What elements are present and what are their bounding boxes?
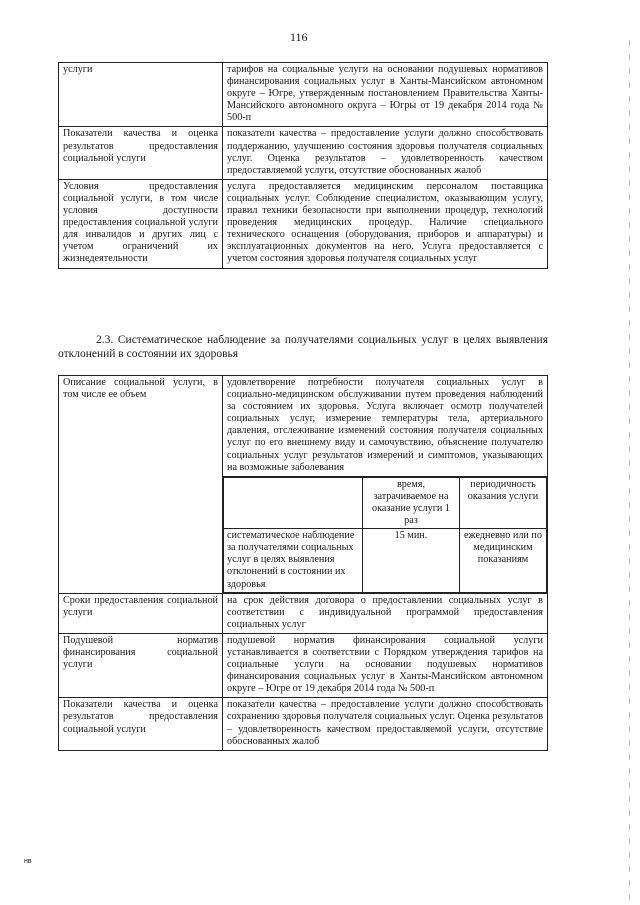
footer-mark: нв	[24, 858, 32, 865]
section-heading: 2.3. Систематическое наблюдение за получателями социальных услуг в целях выявления отклонений в состоянии их здоровья	[58, 334, 548, 360]
table-row	[59, 593, 548, 633]
table-row	[59, 376, 548, 477]
table-row	[59, 698, 548, 750]
inner-header-time: время, затрачиваемое на оказание услуги 1 раз	[363, 477, 460, 528]
row-label: Сроки предоставления социальной услуги	[59, 593, 223, 633]
page-number: 116	[290, 30, 308, 44]
row-label: Подушевой норматив финансирования социальной услуги	[59, 633, 223, 697]
inner-header-row	[224, 477, 547, 528]
row-value: на срок действия договора о предоставлении социальных услуг в соответствии с индивидуальной программой предоставления социальных услуг	[223, 593, 548, 633]
row-label: услуги	[59, 63, 223, 127]
service-volume-table	[223, 477, 547, 593]
row-label: Показатели качества и оценка результатов предоставления социальной услуги	[59, 698, 223, 750]
table-row	[59, 179, 548, 268]
table-row	[59, 633, 548, 697]
row-label: Описание социальной услуги, в том числе ее объем	[59, 376, 223, 594]
inner-service-time: 15 мин.	[363, 529, 460, 592]
row-value: подушевой норматив финансирования социальной услуги устанавливается в соответствии с Порядком утверждения тарифов на социальные услуги на основании подушевых нормативов финансирования социальных услуг в Ханты-Мансийском автономном округе – Югре от 19 декабря 2014 года № 500-п	[223, 633, 548, 697]
service-table-2-3	[58, 375, 548, 751]
inner-service-period: ежедневно или по медицинским показаниям	[460, 529, 547, 592]
inner-header-period: периодичность оказания услуги	[460, 477, 547, 528]
row-value: показатели качества – предоставление услуги должно способствовать сохранению здоровья получателя социальных услуг. Оценка результатов – удовлетворенность качеством предоставляемой услуги, отсутствие обоснованных жалоб	[223, 698, 548, 750]
inner-table-cell	[223, 476, 548, 593]
scan-edge-artifact	[629, 40, 630, 900]
row-value: удовлетворение потребности получателя социальных услуг в социально-медицинском обслуживании путем проведения наблюдений за состоянием их здоровья. Услуга включает осмотр получателей социальных услуг, измерение температуры тела, артериального давления, отслеживание изменений состояния получателя социальных услуг по его внешнему виду и самочувствию, объяснение получателю социальных услуг результатов измерений и симптомов, указывающих на возможные заболевания	[223, 376, 548, 477]
row-value: услуга предоставляется медицинским персоналом поставщика социальных услуг. Соблюдение специалистом, оказывающим услугу, правил техники безопасности при выполнении процедур, технологий проведения медицинских процедур. Наличие специального технического оснащения (оборудования, приборов и аппаратуры) и эксплуатационных документов на него. Услуга предоставляется с учетом состояния здоровья получателя социальных услуг	[223, 179, 548, 268]
inner-service-name: систематическое наблюдение за получателями социальных услуг в целях выявления отклонений в состоянии их здоровья	[224, 529, 363, 592]
row-value: тарифов на социальные услуги на основании подушевых нормативов финансирования социальных услуг в Ханты-Мансийском автономном округе – Югре, утвержденным постановлением Правительства Ханты-Мансийского автономного округа – Югры от 19 декабря 2014 года № 500-п	[223, 63, 548, 127]
service-table-continued	[58, 62, 548, 269]
inner-data-row	[224, 529, 547, 592]
table-row	[59, 127, 548, 179]
row-label: Условия предоставления социальной услуги, в том числе условия доступности предоставления социальной услуги для инвалидов и других лиц с учетом ограничений их жизнедеятельности	[59, 179, 223, 268]
row-value: показатели качества – предоставление услуги должно способствовать поддержанию, улучшению состояния здоровья получателя социальных услуг. Оценка результатов – удовлетворенность качеством предоставляемой услуги, отсутствие обоснованных жалоб	[223, 127, 548, 179]
row-label: Показатели качества и оценка результатов предоставления социальной услуги	[59, 127, 223, 179]
table-row	[59, 63, 548, 127]
inner-header-empty	[224, 477, 363, 528]
